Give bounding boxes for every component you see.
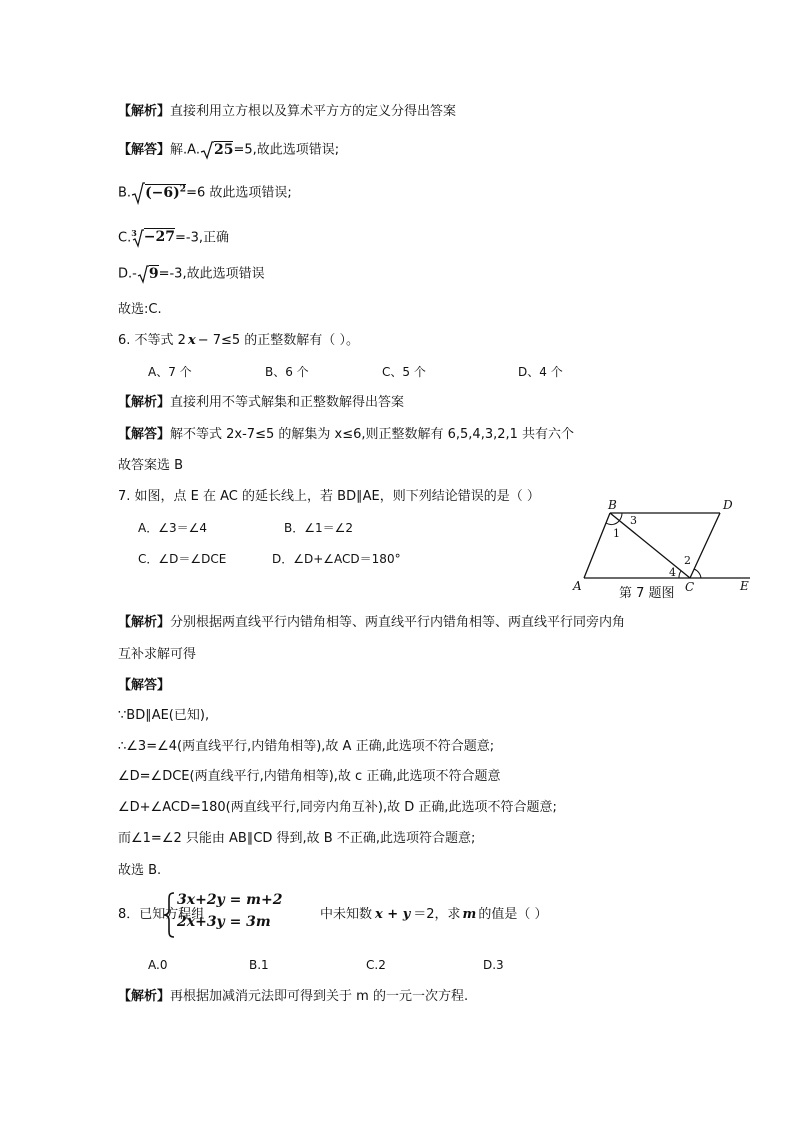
line-ba <box>584 513 610 578</box>
q5-c-suffix: =-3,正确 <box>175 230 230 246</box>
q5-a-prefix: 解.A. <box>170 142 200 158</box>
analysis-label: 【解析】 <box>118 395 171 410</box>
q8-prefix: 8．已知方程组 <box>118 907 205 922</box>
analysis-label: 【解析】 <box>118 989 171 1004</box>
radical-icon <box>131 181 145 205</box>
line-dc <box>690 513 720 578</box>
q8-mid: 中未知数 <box>320 907 373 922</box>
angle-3-arc <box>619 513 622 521</box>
label-b: B <box>608 498 617 512</box>
q6-option-d: D、4 个 <box>518 365 563 379</box>
answer-label: 【解答】 <box>118 142 171 158</box>
q8-option-b: B.1 <box>249 958 269 972</box>
q6-answer-text: 解不等式 2x-7≤5 的解集为 x≤6,则正整数解有 6,5,4,3,2,1 共有六个 <box>170 427 575 442</box>
q5-b-prefix: B. <box>118 185 132 201</box>
q6-answer-line <box>118 426 574 444</box>
q6-option-c: C、5 个 <box>382 365 426 379</box>
q7-analysis-line <box>118 614 625 632</box>
q6-option-b: B、6 个 <box>265 365 309 379</box>
q6-analysis-line <box>118 394 404 412</box>
label-c: C <box>685 580 695 594</box>
angle-3-label: 3 <box>630 514 637 527</box>
q8-var-m: m <box>462 907 477 922</box>
q8-equation-2: 2x+3y = 3m <box>177 914 271 930</box>
answer-label: 【解答】 <box>118 427 171 442</box>
angle-1-label: 1 <box>613 527 620 540</box>
q5-answer-c <box>118 224 229 248</box>
q6-analysis-text: 直接利用不等式解集和正整数解得出答案 <box>170 395 405 410</box>
analysis-label: 【解析】 <box>118 615 171 630</box>
q5-conclusion: 故选:C. <box>118 302 162 317</box>
q6-conclusion: 故答案选 B <box>118 458 184 473</box>
label-d: D <box>723 498 733 512</box>
q8-option-d: D.3 <box>483 958 504 972</box>
angle-4-arc <box>679 571 681 578</box>
line-bc <box>610 513 690 578</box>
q6-stem <box>118 332 359 350</box>
q7-step-1: ∵BD∥AE(已知), <box>118 708 210 723</box>
q5-a-radicand: 25 <box>213 141 234 158</box>
angle-4-label: 4 <box>669 566 676 579</box>
q8-equation-1: 3x+2y = m+2 <box>177 892 283 908</box>
q5-c-prefix: C. <box>118 230 132 246</box>
angle-1-arc <box>606 521 619 525</box>
q5-c-radicand: −27 <box>143 229 176 246</box>
q6-variable: x <box>187 333 196 348</box>
q7-stem: 7. 如图，点 E 在 AC 的延长线上，若 BD∥AE，则下列结论错误的是（ ） <box>118 489 540 504</box>
q7-figure-caption: 第 7 题图 <box>619 586 675 600</box>
angle-2-arc <box>694 569 701 578</box>
q5-b-exponent: 2 <box>179 184 187 194</box>
q5-b-radicand-wrap <box>145 184 186 201</box>
left-brace-icon <box>163 892 175 938</box>
q6-option-a: A、7 个 <box>148 365 192 379</box>
q8-option-c: C.2 <box>366 958 386 972</box>
q8-analysis-line <box>118 988 468 1006</box>
q5-d-radicand: 9 <box>148 265 159 282</box>
q7-option-a: A．∠3＝∠4 <box>138 521 207 535</box>
q7-conclusion: 故选 B. <box>118 863 162 878</box>
q7-option-c: C．∠D＝∠DCE <box>138 552 227 566</box>
q8-stem-rest <box>320 906 547 924</box>
q5-d-suffix: =-3,故此选项错误 <box>158 266 265 282</box>
q5-b-suffix: =6 故此选项错误; <box>186 185 292 201</box>
q7-option-d: D．∠D+∠ACD＝180° <box>272 552 401 566</box>
analysis-label: 【解析】 <box>118 104 171 119</box>
angle-2-label: 2 <box>684 554 691 567</box>
q7-answer-label: 【解答】 <box>118 678 171 693</box>
q7-analysis-text-1: 分别根据两直线平行内错角相等、两直线平行内错角相等、两直线平行同旁内角 <box>170 615 626 630</box>
q8-analysis-text: 再根据加减消元法即可得到关于 m 的一元一次方程. <box>170 989 469 1004</box>
q7-step-3: ∠D=∠DCE(两直线平行,内错角相等),故 c 正确,此选项不符合题意 <box>118 769 501 784</box>
q7-step-2: ∴∠3=∠4(两直线平行,内错角相等),故 A 正确,此选项不符合题意; <box>118 739 495 754</box>
q8-post: 的值是（ ） <box>478 907 548 922</box>
q7-step-5: 而∠1=∠2 只能由 AB∥CD 得到,故 B 不正确,此选项符合题意; <box>118 831 476 846</box>
radical-icon <box>137 264 149 284</box>
q8-option-a: A.0 <box>148 958 168 972</box>
q5-answer-b <box>118 180 292 205</box>
q5-answer-d <box>118 264 265 284</box>
q6-stem-pre: 6. 不等式 2 <box>118 333 186 348</box>
q5-d-prefix: D.- <box>118 266 137 282</box>
q6-stem-post: − 7≤5 的正整数解有（ ）。 <box>197 333 359 348</box>
q5-a-suffix: =5,故此选项错误; <box>233 142 340 158</box>
label-e: E <box>740 579 749 593</box>
q5-analysis-line <box>118 103 456 121</box>
q7-step-4: ∠D+∠ACD=180(两直线平行,同旁内角互补),故 D 正确,此选项不符合题意; <box>118 800 557 815</box>
q5-c-index: 3 <box>131 228 137 238</box>
label-a: A <box>573 579 582 593</box>
radical-icon <box>200 140 214 160</box>
q5-analysis-text: 直接利用立方根以及算术平方方的定义分得出答案 <box>170 104 457 119</box>
q5-b-radicand: (−6) <box>145 184 180 201</box>
q7-analysis-line-2: 互补求解可得 <box>118 647 197 662</box>
q8-condition: x + y <box>375 907 411 922</box>
q5-answer-a <box>118 140 339 160</box>
cube-root-icon <box>132 228 144 248</box>
q8-condition-value: ＝2，求 <box>413 907 461 922</box>
q7-figure <box>572 494 758 600</box>
q7-option-b: B．∠1＝∠2 <box>284 521 354 535</box>
